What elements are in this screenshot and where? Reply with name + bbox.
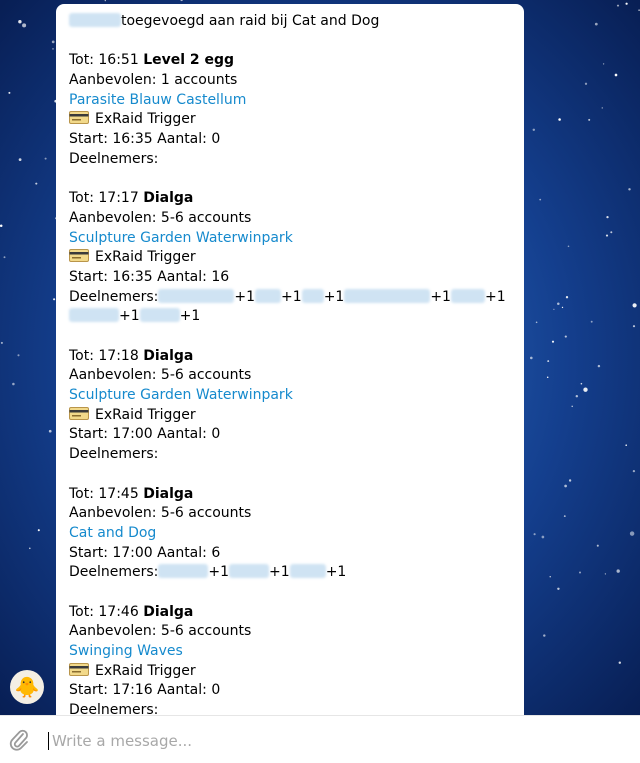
star <box>536 321 538 323</box>
raid-participants: Deelnemers: +1 +1 +1 <box>69 564 347 581</box>
blurred-participant <box>140 308 180 322</box>
blurred-participant <box>451 289 485 303</box>
blurred-participant <box>302 289 324 303</box>
star <box>49 430 52 433</box>
text-caret <box>48 732 49 750</box>
raid-recommended: Aanbevolen: 5-6 accounts <box>69 623 252 640</box>
ticket-icon <box>69 249 89 262</box>
blurred-participant <box>158 564 208 578</box>
participant-count: +1 <box>430 288 451 305</box>
raid-start: Start: 17:16 Aantal: 0 <box>69 682 221 699</box>
raid-start: Start: 17:00 Aantal: 0 <box>69 426 221 443</box>
participant-count: +1 <box>119 308 140 325</box>
star <box>615 74 618 77</box>
raid-boss: Dialga <box>143 603 194 620</box>
star <box>633 325 635 327</box>
star <box>571 406 572 407</box>
header-text: toegevoegd aan raid bij Cat and Dog <box>121 13 380 29</box>
blurred-participant <box>158 289 234 303</box>
star <box>606 216 608 218</box>
star <box>552 341 554 343</box>
raid-entry <box>69 603 524 715</box>
participant-count: +1 <box>325 564 347 581</box>
raid-trigger: ExRaid Trigger <box>69 406 524 426</box>
participant-count: +1 <box>234 288 256 305</box>
star <box>597 545 599 547</box>
raid-boss: Dialga <box>143 347 194 364</box>
raid-entry <box>69 189 524 347</box>
participant-count: +1 <box>323 288 345 305</box>
star <box>53 298 55 300</box>
raid-participants: Deelnemers: <box>69 446 159 463</box>
blurred-participant <box>255 289 281 303</box>
message-composer <box>0 715 640 763</box>
gym-link[interactable]: Sculpture Garden Waterwinpark <box>69 229 293 246</box>
star <box>12 383 15 386</box>
gym-link[interactable]: Swinging Waves <box>69 643 183 659</box>
message-bubble <box>56 4 524 715</box>
raid-recommended: Aanbevolen: 5-6 accounts <box>69 367 252 384</box>
avatar[interactable] <box>10 670 44 704</box>
star <box>633 303 637 307</box>
raid-participants: Deelnemers: <box>69 702 159 715</box>
raid-time: Tot: 17:45 Dialga <box>69 485 194 502</box>
star <box>585 83 587 85</box>
star <box>1 342 3 344</box>
raid-start: Start: 17:00 Aantal: 6 <box>69 544 221 561</box>
star <box>530 357 533 360</box>
star <box>539 199 541 201</box>
star <box>633 470 635 472</box>
star <box>588 119 590 121</box>
star <box>533 129 535 131</box>
star <box>610 231 612 233</box>
star <box>565 336 567 338</box>
message-header <box>69 12 524 32</box>
star <box>4 256 6 258</box>
star <box>8 92 10 94</box>
star <box>583 388 587 392</box>
star <box>29 548 31 550</box>
gym-link[interactable]: Sculpture Garden Waterwinpark <box>69 387 293 404</box>
raid-boss: Dialga <box>143 190 194 207</box>
star <box>547 360 549 362</box>
star <box>562 307 563 308</box>
star <box>576 395 578 397</box>
star <box>542 536 545 539</box>
raid-boss: Dialga <box>143 485 194 502</box>
star <box>19 158 22 161</box>
star <box>557 302 560 305</box>
star <box>603 63 604 64</box>
star <box>617 569 620 572</box>
blurred-username <box>69 13 121 27</box>
raid-participants: Deelnemers: <box>69 150 159 167</box>
star <box>617 5 619 7</box>
star <box>550 576 551 577</box>
blurred-participant <box>69 308 119 322</box>
star <box>35 183 37 185</box>
star <box>38 529 40 531</box>
blurred-participant <box>229 564 269 578</box>
star <box>619 662 621 664</box>
star <box>534 533 536 535</box>
star <box>558 118 561 121</box>
raid-start: Start: 16:35 Aantal: 16 <box>69 268 230 285</box>
raid-participants <box>69 307 524 327</box>
raid-start: Start: 16:35 Aantal: 0 <box>69 131 221 148</box>
star <box>602 107 604 109</box>
ticket-icon <box>69 111 89 124</box>
ticket-icon <box>69 407 89 420</box>
gym-link[interactable]: Cat and Dog <box>69 524 157 541</box>
raid-entry <box>69 485 524 603</box>
raid-trigger: ExRaid Trigger <box>69 248 524 268</box>
star <box>579 572 581 574</box>
star <box>625 444 627 446</box>
star <box>0 225 2 228</box>
star <box>595 23 598 26</box>
blurred-participant <box>344 289 430 303</box>
star <box>591 321 593 323</box>
star <box>17 354 19 356</box>
star <box>564 485 567 488</box>
attach-icon[interactable] <box>8 728 30 752</box>
raid-recommended: Aanbevolen: 5-6 accounts <box>69 209 252 226</box>
raid-boss: Level 2 egg <box>143 52 235 69</box>
star <box>557 588 559 590</box>
star <box>581 383 583 385</box>
participant-count: +1 <box>484 288 506 305</box>
raid-recommended: Aanbevolen: 1 accounts <box>69 72 238 89</box>
star <box>625 3 627 5</box>
raid-trigger: ExRaid Trigger <box>69 110 524 130</box>
participant-count: +1 <box>179 308 201 325</box>
participant-count: +1 <box>281 288 302 305</box>
pikachu-icon: 🐥 <box>14 675 40 699</box>
gym-link[interactable]: Parasite Blauw Castellum <box>69 91 247 108</box>
star <box>18 20 21 23</box>
star <box>564 515 566 517</box>
star <box>630 531 634 535</box>
star <box>566 296 568 298</box>
raid-time: Tot: 17:46 Dialga <box>69 603 194 620</box>
raid-participants: Deelnemers: +1 +1 +1 +1 +1 <box>69 288 506 305</box>
raid-time: Tot: 17:17 Dialga <box>69 190 194 207</box>
ticket-icon <box>69 663 89 676</box>
star <box>598 365 600 367</box>
raid-time: Tot: 16:51 Level 2 egg <box>69 52 235 69</box>
star <box>547 377 549 379</box>
star <box>52 41 55 44</box>
message-input[interactable] <box>52 729 612 753</box>
star <box>568 246 570 248</box>
raid-entry <box>69 51 524 189</box>
star <box>605 573 606 574</box>
star <box>553 309 554 310</box>
participant-count: +1 <box>208 564 230 581</box>
star <box>543 634 545 636</box>
blurred-participant <box>290 564 326 578</box>
star <box>22 23 26 27</box>
raid-entry <box>69 347 524 485</box>
star <box>606 235 608 237</box>
raid-time: Tot: 17:18 Dialga <box>69 347 194 364</box>
star <box>569 479 571 481</box>
raid-list <box>69 51 524 715</box>
raid-trigger: ExRaid Trigger <box>69 662 524 682</box>
star <box>45 158 47 160</box>
participant-count: +1 <box>269 564 290 581</box>
star <box>628 188 630 190</box>
star <box>52 48 54 50</box>
raid-recommended: Aanbevolen: 5-6 accounts <box>69 505 252 522</box>
